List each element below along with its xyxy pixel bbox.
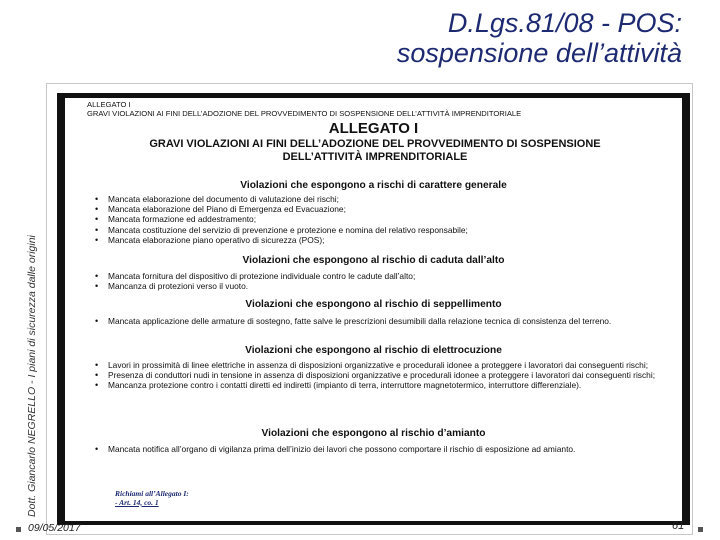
section-list-electrocution <box>91 360 676 391</box>
header-small-line1: ALLEGATO I <box>87 100 131 109</box>
slide-title <box>262 8 682 68</box>
side-credit: Dott. Giancarlo NEGRELLO - I piani di sicurezza dalle origini <box>26 235 38 517</box>
document-title: ALLEGATO I <box>328 120 419 137</box>
footer-bullet-right <box>698 527 703 532</box>
list-item: • Presenza di conduttori nudi in tensione in assenza di disposizioni organizzative e procedurali idonee a proteggere i lavoratori dai conseguenti rischi; <box>91 370 676 380</box>
list-item: • Mancata costituzione del servizio di prevenzione e protezione e nomina del relativo responsabile; <box>91 225 676 235</box>
page-number: 61 <box>672 520 685 532</box>
document-subtitle <box>95 138 655 163</box>
reference-line2: - Art. 14, co. 1 <box>115 497 159 507</box>
document-header-small <box>87 101 521 118</box>
section-heading-falls: Violazioni che espongono al rischio di caduta dall’alto <box>242 255 505 266</box>
slide-date: 09/05/2017 <box>28 522 81 534</box>
section-list-burial <box>91 316 676 326</box>
list-item: • Mancata fornitura del dispositivo di protezione individuale contro le cadute dall’alto; <box>91 271 676 281</box>
list-item: • Mancata formazione ed addestramento; <box>91 214 676 224</box>
section-list-asbestos <box>91 444 676 454</box>
list-item: • Mancata elaborazione del documento di valutazione dei rischi; <box>91 194 676 204</box>
list-item: • Mancata notifica all’organo di vigilanza prima dell’inizio dei lavori che possono comportare il rischio di esposizione ad amianto. <box>91 444 676 454</box>
list-item: • Lavori in prossimità di linee elettriche in assenza di disposizioni organizzative e procedurali idonee a proteggere i lavoratori dai conseguenti rischi; <box>91 360 676 370</box>
section-heading-asbestos: Violazioni che espongono al rischio d’amianto <box>261 428 486 439</box>
list-item: • Mancanza protezione contro i contatti diretti ed indiretti (impianto di terra, interruttore magnetotermico, interruttore differenziale). <box>91 380 676 390</box>
slide-title-line2: sospensione dell’attività <box>396 38 682 68</box>
section-heading-general: Violazioni che espongono a rischi di carattere generale <box>240 180 507 191</box>
reference-note <box>115 490 189 507</box>
document-image <box>65 98 682 521</box>
list-item: • Mancata elaborazione piano operativo di sicurezza (POS); <box>91 235 676 245</box>
list-item: • Mancata applicazione delle armature di sostegno, fatte salve le prescrizioni desumibili dalla relazione tecnica di consistenza del terreno. <box>91 316 676 326</box>
list-item: • Mancanza di protezioni verso il vuoto. <box>91 281 676 291</box>
subtitle-line1: GRAVI VIOLAZIONI AI FINI DELL’ADOZIONE DEL PROVVEDIMENTO DI SOSPENSIONE <box>149 138 601 150</box>
section-heading-burial: Violazioni che espongono al rischio di seppellimento <box>245 299 502 310</box>
list-item: • Mancata elaborazione del Piano di Emergenza ed Evacuazione; <box>91 204 676 214</box>
footer-bullet-left <box>16 527 21 532</box>
section-heading-electrocution: Violazioni che espongono al rischio di elettrocuzione <box>245 345 502 356</box>
slide-title-line1: D.Lgs.81/08 - POS: <box>447 8 682 38</box>
section-list-falls <box>91 271 676 291</box>
section-list-general <box>91 194 676 245</box>
reference-line1: Richiami all’Allegato I: <box>115 489 189 498</box>
subtitle-line2: DELL’ATTIVITÀ IMPRENDITORIALE <box>282 150 468 163</box>
header-small-line2: GRAVI VIOLAZIONI AI FINI DELL’ADOZIONE DEL PROVVEDIMENTO DI SOSPENSIONE DELL’ATTIVITÀ IMPRENDITORIALE <box>87 108 522 118</box>
